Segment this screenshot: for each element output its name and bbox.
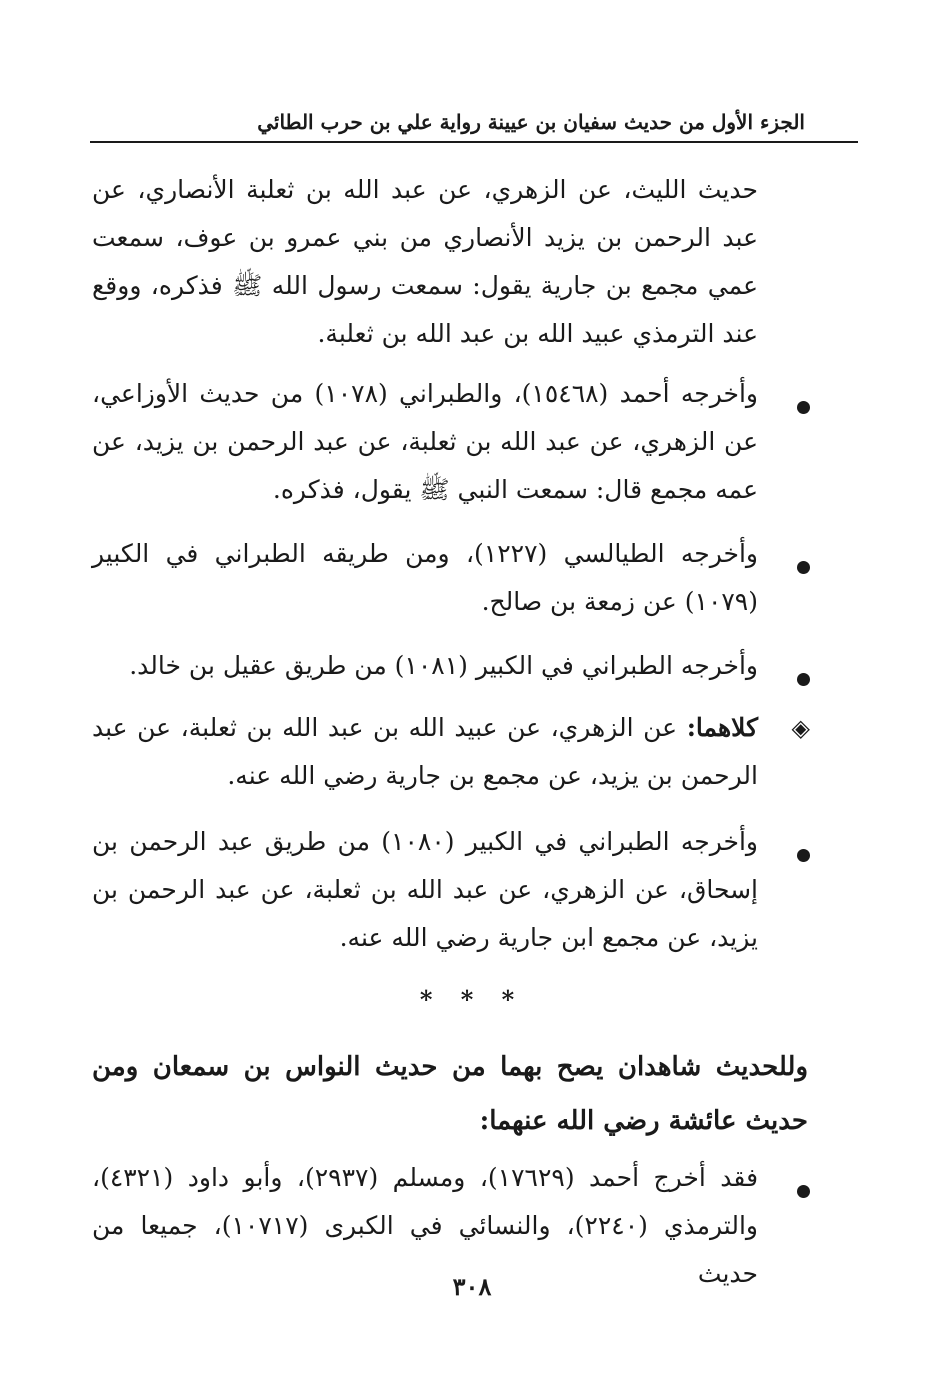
diamond-icon: ◈	[791, 714, 810, 742]
page-number: ٣٠٨	[452, 1272, 492, 1301]
bullet-icon	[786, 656, 810, 704]
list-item	[92, 642, 758, 690]
list-item-text: وأخرجه أحمد (١٥٤٦٨)، والطبراني (١٠٧٨) من حديث الأوزاعي، عن الزهري، عن عبد الله بن ثعلبة، عن عبد الرحمن بن يزيد، عن عمه مجمع قال: سمعت النبي ﷺ يقول، فذكره.	[92, 379, 758, 504]
list-item-text: فقد أخرج أحمد (١٧٦٢٩)، ومسلم (٢٩٣٧)، وأبو داود (٤٣٢١)، والترمذي (٢٢٤٠)، والنسائي في الكبرى (١٠٧١٧)، جميعا من حديث	[92, 1163, 759, 1288]
bullet-icon	[786, 1168, 810, 1216]
section-separator: * * *	[419, 985, 525, 1014]
list-item	[92, 704, 810, 800]
header-divider	[90, 141, 858, 143]
list-item-text: وأخرجه الطيالسي (١٢٢٧)، ومن طريقه الطبراني في الكبير (١٠٧٩) عن زمعة بن صالح.	[92, 539, 758, 616]
list-item	[92, 530, 758, 626]
bullet-icon	[786, 384, 810, 432]
list-item	[92, 818, 758, 962]
list-item	[92, 370, 758, 514]
list-item-lead: كلاهما:	[686, 713, 758, 742]
list-item-text: وأخرجه الطبراني في الكبير (١٠٨١) من طريق عقيل بن خالد.	[129, 651, 758, 680]
list-item-text: عن الزهري، عن عبيد الله بن عبد الله بن ثعلبة، عن عبد الرحمن بن يزيد، عن مجمع بن جارية رضي الله عنه.	[92, 713, 758, 790]
bullet-icon	[786, 544, 810, 592]
section-heading: وللحديث شاهدان يصح بهما من حديث النواس بن سمعان ومن حديث عائشة رضي الله عنهما:	[92, 1052, 808, 1136]
running-header: الجزء الأول من حديث سفيان بن عيينة رواية علي بن حرب الطائي	[257, 110, 805, 134]
intro-paragraph: حديث الليث، عن الزهري، عن عبد الله بن ثعلبة الأنصاري، عن عبد الرحمن بن يزيد الأنصاري من بني عمرو بن عوف، سمعت عمي مجمع بن جارية يقول: سمعت رسول الله ﷺ فذكره، ووقع عند الترمذي عبيد الله بن عبد الله بن ثعلبة.	[92, 175, 758, 348]
list-item-text: وأخرجه الطبراني في الكبير (١٠٨٠) من طريق عبد الرحمن بن إسحاق، عن الزهري، عن عبد الله بن ثعلبة، عن عبد الرحمن بن يزيد، عن مجمع ابن جارية رضي الله عنه.	[92, 827, 758, 952]
bullet-icon	[786, 832, 810, 880]
